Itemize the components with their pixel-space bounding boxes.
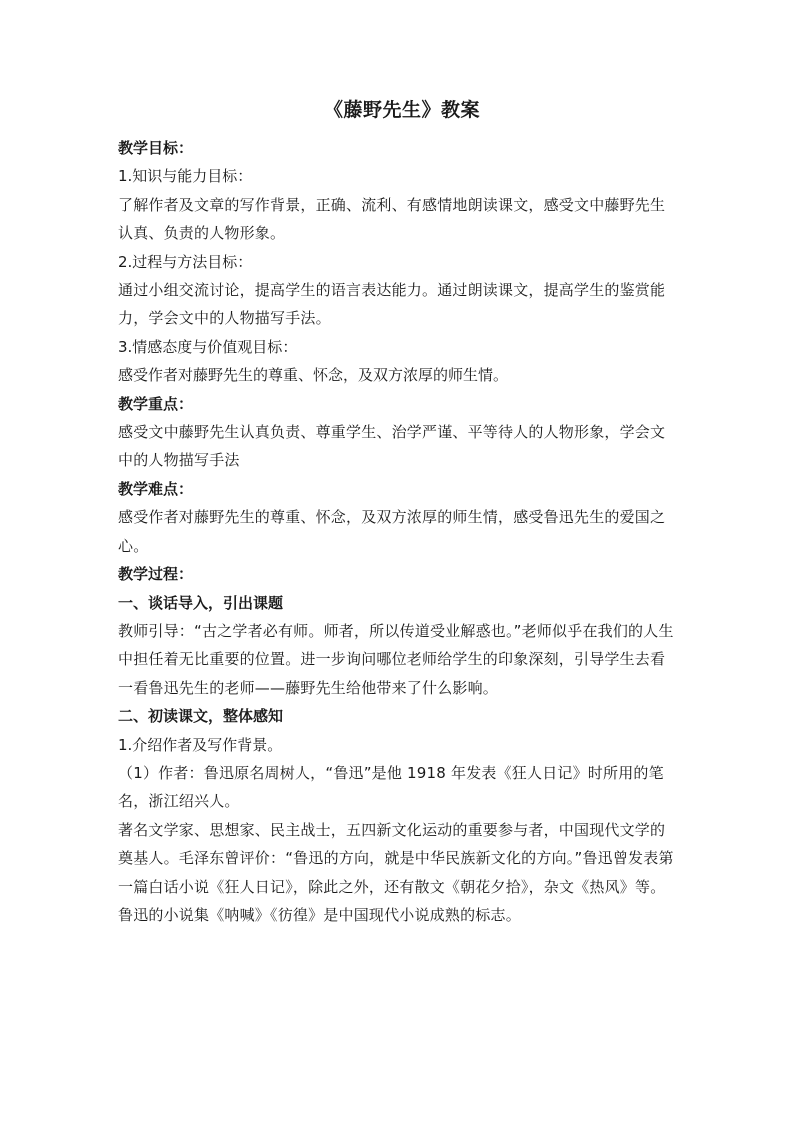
heading-key-points: 教学重点： [118,394,194,413]
section-heading-introduction: 一、谈话导入，引出课题 [118,593,284,612]
paragraph-difficulties: 感受作者对藤野先生的尊重、怀念，及双方浓厚的师生情，感受鲁迅先生的爱国之心。 [118,508,666,555]
paragraph-knowledge-goal: 了解作者及文章的写作背景，正确、流利、有感情地朗读课文，感受文中藤野先生认真、负责的人物形象。 [118,195,666,243]
paragraph-introduction: 教师引导：“古之学者必有师。师者，所以传道受业解惑也。”老师似乎在我们的人生中担任着无比重要的位置。进一步询问哪位老师给学生的印象深刻，引导学生去看一看鲁迅先生的老师——藤野先生给他带来了什么影响。 [118,621,674,697]
subheading-knowledge-goal: 1.知识与能力目标： [118,167,253,186]
subheading-emotion-goal: 3.情感态度与价值观目标： [118,337,298,356]
paragraph-key-points: 感受文中藤野先生认真负责、尊重学生、治学严谨、平等待人的人物形象，学会文中的人物描写手法 [118,423,666,470]
subheading-process-goal: 2.过程与方法目标： [118,252,253,271]
subheading-author-background: 1.介绍作者及写作背景。 [118,735,283,754]
heading-teaching-goals: 教学目标： [118,139,194,157]
paragraph-emotion-goal: 感受作者对藤野先生的尊重、怀念，及双方浓厚的师生情。 [118,366,509,385]
paragraph-author-details: 著名文学家、思想家、民主战士，五四新文化运动的重要参与者，中国现代文学的奠基人。毛泽东曾评价：“鲁迅的方向，就是中华民族新文化的方向。”鲁迅曾发表第一篇白话小说《狂人日记》，除此之外，还有散文《朝花夕拾》，杂文《热风》等。鲁迅的小说集《呐喊》《彷徨》是中国现代小说成熟的标志。 [118,820,674,924]
paragraph-author: （1）作者：鲁迅原名周树人，“鲁迅”是他 1918 年发表《狂人日记》时所用的笔名，浙江绍兴人。 [118,763,664,811]
document-title: 《藤野先生》教案 [323,99,480,121]
heading-teaching-process: 教学过程： [118,565,194,584]
document-page [118,94,678,929]
paragraph-process-goal: 通过小组交流讨论，提高学生的语言表达能力。通过朗读课文，提高学生的鉴赏能力，学会文中的人物描写手法。 [118,281,666,328]
heading-difficulties: 教学难点： [118,479,194,498]
section-heading-first-reading: 二、初读课文，整体感知 [118,707,284,726]
